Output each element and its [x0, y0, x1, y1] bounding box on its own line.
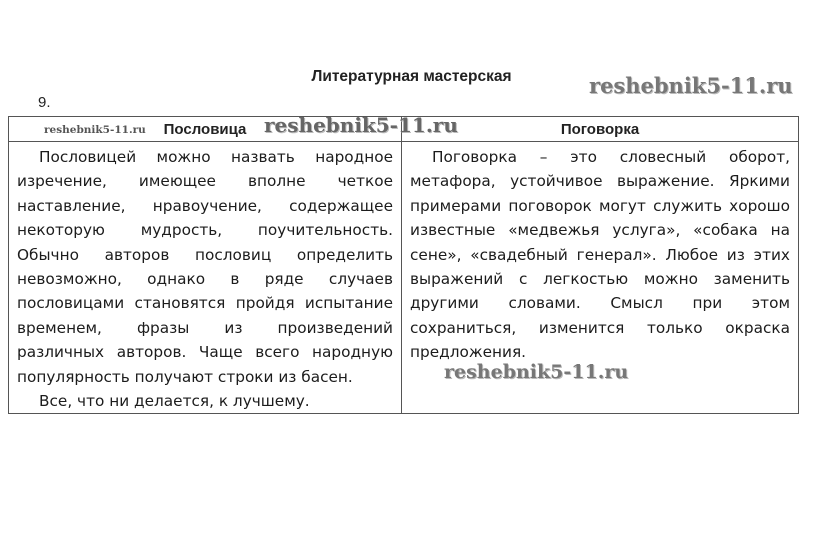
watermark-header-left: reshebnik5-11.ru — [44, 124, 146, 136]
header-proverb: Пословица — [9, 117, 402, 142]
proverb-cell — [9, 142, 402, 414]
proverb-example: Все, что ни делается, к лучшему. — [39, 392, 310, 411]
saying-description: Поговорка – это словесный оборот, метафора, устойчивое выражение. Яркими примерами поговорок могут служить хорошо известные «медвежья услуга», «собака на сене», «свадебный генерал». Любое из этих выражений с легкостью можно заменить другими словами. Смысл при этом сохраниться, изменится только окраска предложения. — [410, 148, 790, 362]
comparison-table — [8, 116, 799, 414]
watermark-top-right: reshebnik5-11.ru — [589, 73, 793, 98]
exercise-number: 9. — [38, 94, 51, 111]
watermark-header-center: reshebnik5-11.ru — [264, 113, 458, 137]
proverb-description: Пословицей можно назвать народное изречение, имеющее вполне четкое наставление, нравоучение, содержащее некоторую мудрость, поучительность. Обычно авторов пословиц определить невозможно, однако в ряде случаев пословицами становятся пройдя испытание временем, фразы из произведений различных авторов. Чаще всего народную популярность получают строки из басен. — [17, 148, 393, 386]
watermark-bottom: reshebnik5-11.ru — [444, 361, 629, 383]
table-row — [9, 142, 799, 414]
section-title: Литературная мастерская — [311, 68, 512, 85]
header-saying: Поговорка — [402, 117, 799, 142]
